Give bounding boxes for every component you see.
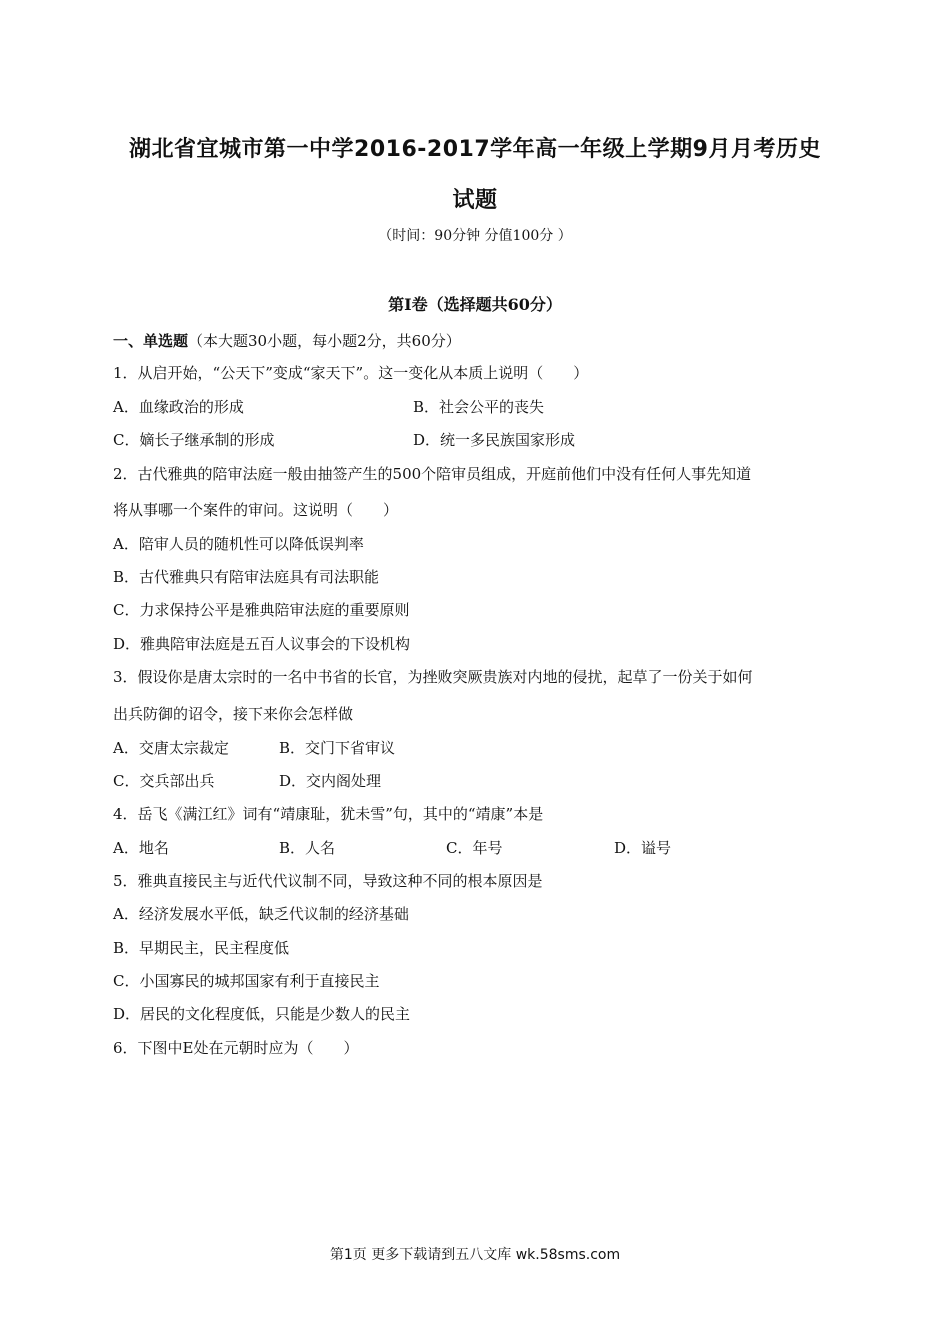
question-5-option-d: D．居民的文化程度低，只能是少数人的民主	[113, 1005, 411, 1023]
question-3-option-b: B．交门下省审议	[279, 739, 396, 757]
question-1-option-c: C．嫡长子继承制的形成	[113, 431, 275, 449]
exam-time-score: （时间：90分钟 分值100分 ）	[378, 228, 572, 244]
question-1-option-d: D．统一多民族国家形成	[413, 431, 576, 449]
section-title: 第Ⅰ卷（选择题共60分）	[388, 295, 562, 314]
question-3-option-d: D．交内阁处理	[279, 772, 382, 790]
question-2-option-b: B．古代雅典只有陪审法庭具有司法职能	[113, 568, 380, 586]
question-2-stem-line-1: 2．古代雅典的陪审法庭一般由抽签产生的500个陪审员组成，开庭前他们中没有任何人事先知道	[113, 465, 752, 483]
question-2-option-d: D．雅典陪审法庭是五百人议事会的下设机构	[113, 635, 411, 653]
question-6-stem: 6．下图中E处在元朝时应为（ ）	[113, 1039, 359, 1057]
question-5-option-a: A．经济发展水平低，缺乏代议制的经济基础	[113, 905, 409, 923]
part-heading	[113, 330, 461, 351]
question-4-stem: 4．岳飞《满江红》词有“靖康耻，犹未雪”句，其中的“靖康”本是	[113, 805, 544, 823]
question-2-option-a: A．陪审人员的随机性可以降低误判率	[113, 535, 364, 553]
question-5-option-b: B．早期民主，民主程度低	[113, 939, 290, 957]
question-1-stem: 1．从启开始，“公天下”变成“家天下”。这一变化从本质上说明（ ）	[113, 364, 589, 382]
question-3-stem-line-1: 3．假设你是唐太宗时的一名中书省的长官，为挫败突厥贵族对内地的侵扰，起草了一份关于如何	[113, 668, 753, 686]
question-4-option-c: C．年号	[446, 839, 503, 857]
question-2-option-c: C．力求保持公平是雅典陪审法庭的重要原则	[113, 601, 410, 619]
question-4-option-d: D．谥号	[614, 839, 672, 857]
question-2-stem-line-2: 将从事哪一个案件的审问。这说明（ ）	[113, 501, 399, 519]
question-1-option-b: B．社会公平的丧失	[413, 398, 545, 416]
part-heading-label: 一、单选题	[113, 332, 189, 350]
question-3-stem-line-2: 出兵防御的诏令，接下来你会怎样做	[113, 705, 354, 723]
document-title-line-1: 湖北省宜城市第一中学2016-2017学年高一年级上学期9月月考历史	[129, 137, 821, 162]
question-1-option-a: A．血缘政治的形成	[113, 398, 244, 416]
question-5-option-c: C．小国寡民的城邦国家有利于直接民主	[113, 972, 380, 990]
question-3-option-a: A．交唐太宗裁定	[113, 739, 229, 757]
question-4-option-a: A．地名	[113, 839, 169, 857]
question-4-option-b: B．人名	[279, 839, 336, 857]
question-3-option-c: C．交兵部出兵	[113, 772, 215, 790]
page-footer: 第1页 更多下载请到五八文库 wk.58sms.com	[329, 1247, 621, 1263]
document-title-line-2: 试题	[452, 188, 498, 213]
part-heading-note: （本大题30小题，每小题2分，共60分）	[188, 332, 461, 350]
question-5-stem: 5．雅典直接民主与近代代议制不同，导致这种不同的根本原因是	[113, 872, 543, 890]
